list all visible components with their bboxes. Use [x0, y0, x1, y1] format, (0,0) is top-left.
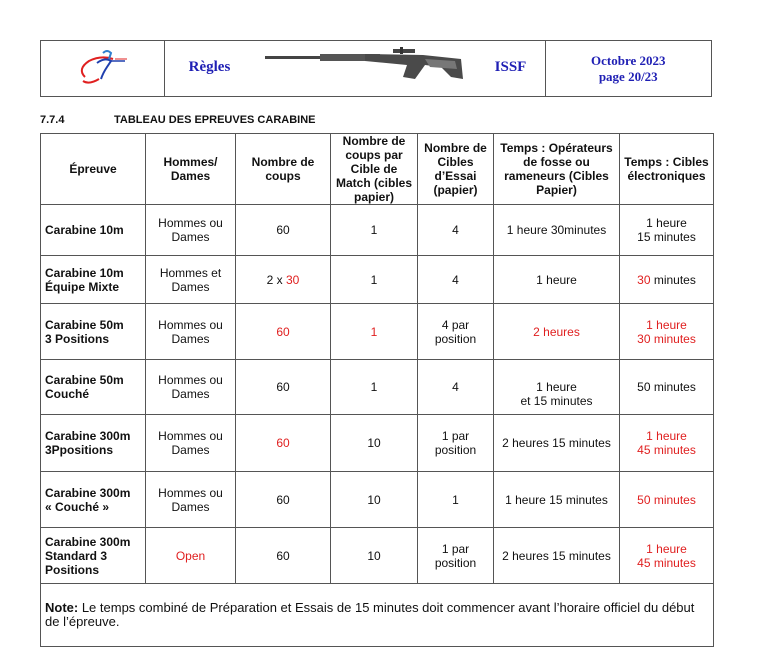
time-electronic-cell: 1 heure 45 minutes: [620, 528, 714, 584]
event-cell: Carabine 50m 3 Positions: [41, 304, 146, 360]
time-paper-cell: 1 heure: [494, 256, 620, 304]
shots-cell: 60: [236, 304, 331, 360]
table-row: [41, 256, 714, 304]
gender-cell: Hommes ou Dames: [146, 304, 236, 360]
table-note-row: [41, 584, 714, 647]
gender-cell: Open: [146, 528, 236, 584]
per-target-cell: 10: [331, 472, 418, 528]
note-cell: [41, 584, 714, 647]
event-cell: Carabine 10m: [41, 205, 146, 256]
time-electronic-cell: 1 heure 30 minutes: [620, 304, 714, 360]
table-row: [41, 472, 714, 528]
gender-cell: Hommes ou Dames: [146, 205, 236, 256]
gender-cell: Hommes et Dames: [146, 256, 236, 304]
time-paper-cell: 1 heure et 15 minutes: [494, 360, 620, 415]
time-electronic-cell: 1 heure 45 minutes: [620, 415, 714, 472]
header-shots: Nombre de coups: [236, 134, 331, 205]
sighters-cell: 4: [418, 256, 494, 304]
rifle-events-table: [40, 133, 714, 647]
event-cell: Carabine 50m Couché: [41, 360, 146, 415]
sighters-cell: 4: [418, 360, 494, 415]
header-date: Octobre 2023: [591, 52, 666, 68]
time-paper-cell: 2 heures 15 minutes: [494, 528, 620, 584]
table-row: [41, 205, 714, 256]
shots-cell: 60: [236, 415, 331, 472]
sighters-cell: 4 par position: [418, 304, 494, 360]
shots-cell: 60: [236, 205, 331, 256]
time-electronic-cell: 1 heure 15 minutes: [620, 205, 714, 256]
sighters-cell: 4: [418, 205, 494, 256]
note-label: Note:: [45, 600, 79, 615]
shots-cell: 60: [236, 528, 331, 584]
table-row: [41, 360, 714, 415]
header-event: Épreuve: [41, 134, 146, 205]
section-heading: [40, 114, 316, 126]
header-time-paper: Temps : Opérateurs de fosse ou rameneurs (Cibles Papier): [494, 134, 620, 205]
event-cell: Carabine 300m 3Ppositions: [41, 415, 146, 472]
header-page: page 20/23: [598, 68, 658, 84]
page-header: [40, 40, 712, 97]
gender-cell: Hommes ou Dames: [146, 472, 236, 528]
time-paper-cell: 2 heures: [494, 304, 620, 360]
event-cell: Carabine 300m « Couché »: [41, 472, 146, 528]
per-target-cell: 1: [331, 205, 418, 256]
header-date-cell: [546, 41, 712, 96]
header-shots-per-target: Nombre de coups par Cible de Match (cibles papier): [331, 134, 418, 205]
header-title-cell: [165, 41, 546, 96]
per-target-cell: 1: [331, 304, 418, 360]
table-row: [41, 304, 714, 360]
section-title: TABLEAU DES EPREUVES CARABINE: [114, 114, 316, 126]
note-text: Le temps combiné de Préparation et Essais de 15 minutes doit commencer avant l’horaire officiel du début de l’épreuve.: [45, 600, 695, 629]
table-header-row: [41, 134, 714, 205]
logo-cell: [41, 41, 165, 96]
header-title-right: ISSF: [494, 59, 527, 75]
time-electronic-cell: 30 minutes: [620, 256, 714, 304]
event-cell: Carabine 10m Équipe Mixte: [41, 256, 146, 304]
per-target-cell: 1: [331, 256, 418, 304]
section-number: 7.7.4: [40, 114, 65, 126]
header-time-electronic: Temps : Cibles électroniques: [620, 134, 714, 205]
header-sighters: Nombre de Cibles d’Essai (papier): [418, 134, 494, 205]
header-title-left: Règles: [188, 59, 231, 75]
sighters-cell: 1: [418, 472, 494, 528]
sighters-cell: 1 par position: [418, 415, 494, 472]
shots-cell: 60: [236, 472, 331, 528]
shots-cell: 2 x 30: [236, 256, 331, 304]
time-electronic-cell: 50 minutes: [620, 472, 714, 528]
fftir-logo-icon: [67, 47, 137, 91]
time-paper-cell: 1 heure 30minutes: [494, 205, 620, 256]
per-target-cell: 1: [331, 360, 418, 415]
header-gender: Hommes/ Dames: [146, 134, 236, 205]
sighters-cell: 1 par position: [418, 528, 494, 584]
event-cell: Carabine 300m Standard 3 Positions: [41, 528, 146, 584]
time-electronic-cell: 50 minutes: [620, 360, 714, 415]
per-target-cell: 10: [331, 415, 418, 472]
table-row: [41, 415, 714, 472]
time-paper-cell: 1 heure 15 minutes: [494, 472, 620, 528]
gender-cell: Hommes ou Dames: [146, 360, 236, 415]
time-paper-cell: 2 heures 15 minutes: [494, 415, 620, 472]
table-row: [41, 528, 714, 584]
gender-cell: Hommes ou Dames: [146, 415, 236, 472]
shots-cell: 60: [236, 360, 331, 415]
air-rifle-icon: [265, 47, 465, 89]
per-target-cell: 10: [331, 528, 418, 584]
